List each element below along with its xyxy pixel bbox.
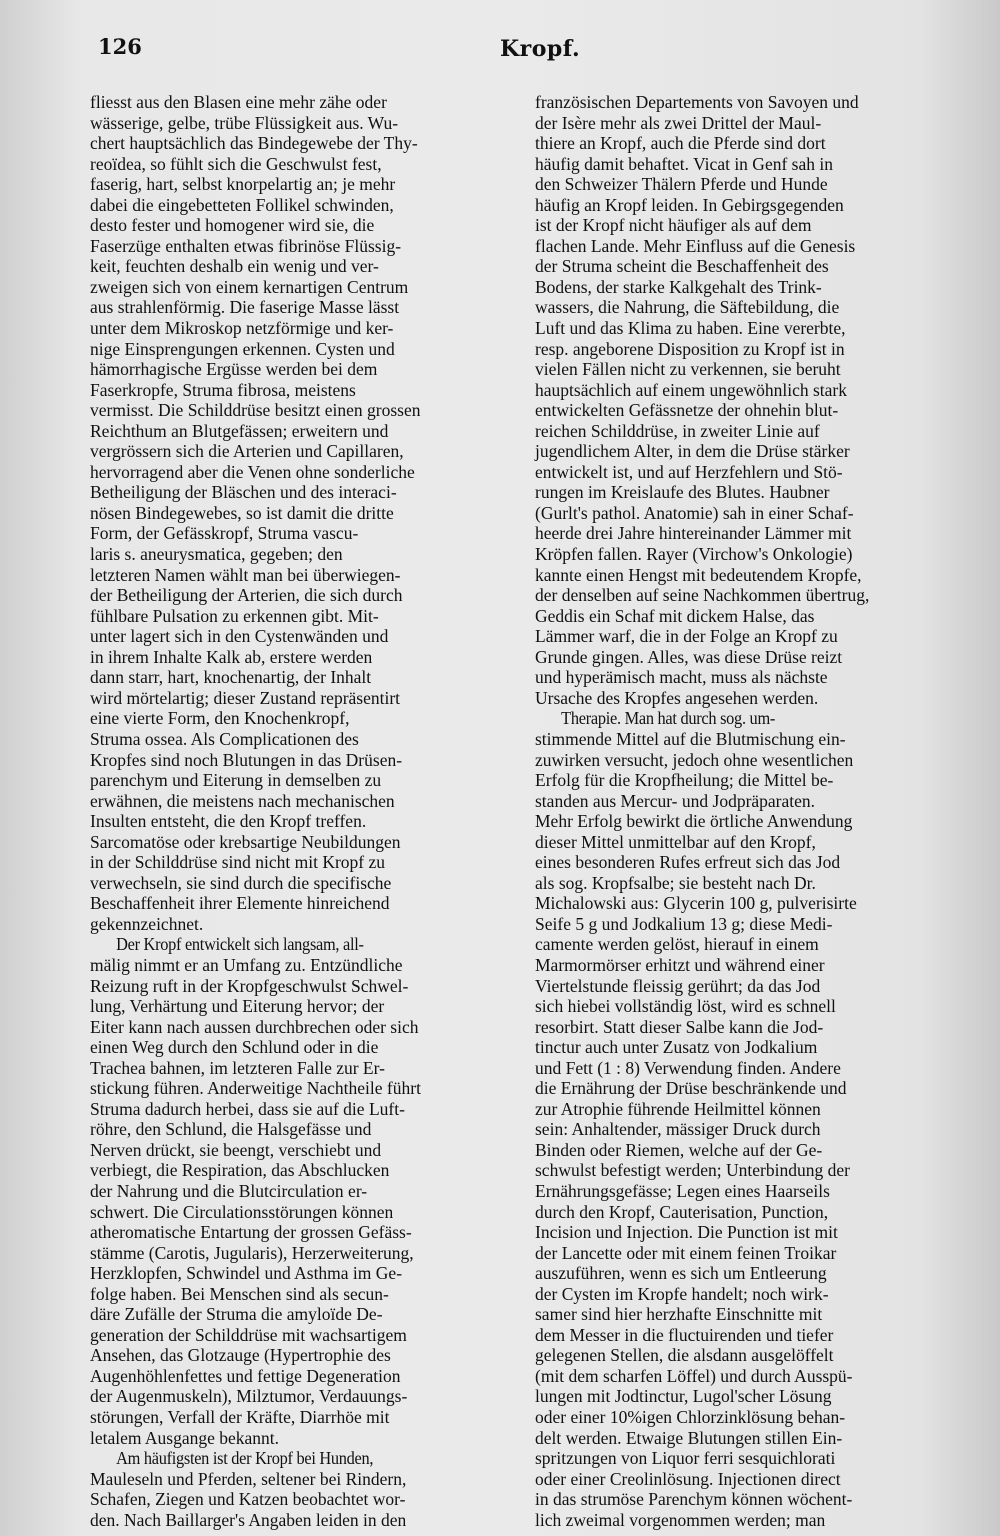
text-line: französischen Departements von Savoyen und — [535, 92, 859, 112]
text-line: der Struma scheint die Beschaffenheit des — [535, 256, 829, 277]
text-line: tinctur auch unter Zusatz von Jodkalium — [535, 1037, 818, 1058]
text-line: röhre, den Schlund, die Halsgefässe und — [90, 1119, 372, 1140]
text-line: kannte einen Hengst mit bedeutendem Kropfe, — [535, 564, 862, 585]
text-line: der Lancette oder mit einem feinen Troikar — [535, 1242, 837, 1263]
text-line: (mit dem scharfen Löffel) und durch Ausspü- — [535, 1365, 853, 1386]
text-line: der Betheiligung der Arterien, die sich durch — [90, 585, 403, 606]
text-line: standen aus Mercur- und Jodpräparaten. — [535, 790, 816, 811]
text-line: Struma ossea. Als Complicationen des — [90, 728, 359, 749]
text-line: zuwirken versucht, jedoch ohne wesentlichen — [535, 749, 854, 770]
text-line: laris s. aneurysmatica, gegeben; den — [90, 544, 343, 565]
text-line: resp. angeborene Disposition zu Kropf ist in — [535, 338, 845, 359]
text-line: Grunde gingen. Alles, was diese Drüse reizt — [535, 646, 843, 667]
text-line: faserig, hart, selbst knorpelartig an; je mehr — [90, 174, 396, 195]
text-line: in der Schilddrüse sind nicht mit Kropf zu — [90, 852, 386, 873]
text-line: stimmende Mittel auf die Blutmischung ein- — [535, 728, 846, 749]
text-line: Reizung ruft in der Kropfgeschwulst Schwel- — [90, 975, 409, 996]
text-line: vergrössern sich die Arterien und Capillaren, — [90, 441, 404, 462]
text-line: Am häufigsten ist der Kropf bei Hunden, — [116, 1448, 374, 1469]
text-line: Ernährungsgefässe; Legen eines Haarseils — [535, 1180, 830, 1201]
text-line: hervorragend aber die Venen ohne sonderliche — [90, 461, 415, 482]
text-line: samer sind hier herzhafte Einschnitte mit — [535, 1304, 823, 1325]
text-line: aus strahlenförmig. Die faserige Masse lässt — [90, 297, 400, 318]
text-line: (Gurlt's pathol. Anatomie) sah in einer Schaf- — [535, 502, 854, 523]
text-line: häufig an Kropf leiden. In Gebirgsgegenden — [535, 194, 844, 215]
text-line: verbiegt, die Respiration, das Abschlucken — [90, 1160, 390, 1181]
text-line: der Nahrung und die Blutcirculation er- — [90, 1180, 368, 1201]
text-line: Ursache des Kropfes angesehen werden. — [535, 687, 819, 708]
text-line: Form, der Gefässkropf, Struma vascu- — [90, 523, 359, 544]
text-line: desto fester und homogener wird sie, die — [90, 215, 375, 236]
text-line: als sog. Kropfsalbe; sie besteht nach Dr. — [535, 872, 816, 893]
text-line: Betheiligung der Bläschen und des interaci- — [90, 482, 397, 503]
text-line: keit, feuchten deshalb ein wenig und ver- — [90, 256, 379, 277]
text-line: Marmormörser erhitzt und während einer — [535, 954, 825, 975]
left-column — [90, 92, 510, 1530]
text-line: wässerige, gelbe, trübe Flüssigkeit aus. Wu- — [90, 112, 399, 133]
text-line: zur Atrophie führende Heilmittel können — [535, 1098, 821, 1119]
text-line: stickung führen. Anderweitige Nachtheile führt — [90, 1078, 421, 1099]
text-line: Struma dadurch herbei, dass sie auf die Luft- — [90, 1098, 405, 1119]
text-line: rungen im Kreislaufe des Blutes. Haubner — [535, 482, 830, 503]
text-line: oder einer 10%igen Chlorzinklösung behan- — [535, 1407, 846, 1427]
text-line: unter lagert sich in den Cystenwänden und — [90, 626, 389, 647]
text-line: däre Zufälle der Struma die amyloïde De- — [90, 1304, 383, 1325]
text-line: thiere an Kropf, auch die Pferde sind dort — [535, 133, 826, 154]
text-line: Eiter kann nach aussen durchbrechen oder sich — [90, 1016, 419, 1037]
text-line: spritzungen von Liquor ferri sesquichlorati — [535, 1448, 836, 1469]
text-line: lungen mit Jodtinctur, Lugol'scher Lösung — [535, 1386, 832, 1407]
text-line: oder einer Creolinlösung. Injectionen direct — [535, 1468, 841, 1489]
text-line: lich zweimal vorgenommen werden; man — [535, 1509, 826, 1530]
text-line: Beschaffenheit ihrer Elemente hinreichend — [90, 893, 390, 914]
text-line: zweigen sich von einem kernartigen Centrum — [90, 276, 409, 297]
text-line: einen Weg durch den Schlund oder in die — [90, 1037, 379, 1058]
text-line: der denselben auf seine Nachkommen übertrug, — [535, 585, 870, 606]
text-line: Herzklopfen, Schwindel und Asthma im Ge- — [90, 1263, 403, 1284]
text-line: letzteren Namen wählt man bei überwiegen- — [90, 564, 401, 585]
text-line: erwähnen, die meistens nach mechanischen — [90, 790, 395, 811]
text-line: und Fett (1 : 8) Verwendung finden. Andere — [535, 1057, 841, 1078]
right-column — [535, 92, 962, 1530]
text-line: jugendlichem Alter, in dem die Drüse stärker — [535, 441, 850, 462]
text-line: der Isère mehr als zwei Drittel der Maul- — [535, 112, 822, 133]
text-line: den. Nach Baillarger's Angaben leiden in den — [90, 1509, 407, 1530]
text-line: delt werden. Etwaige Blutungen stillen Ein- — [535, 1427, 843, 1448]
text-line: häufig damit behaftet. Vicat in Genf sah in — [535, 153, 833, 174]
text-line: heerde drei Jahre hintereinander Lämmer mit — [535, 523, 852, 544]
text-line: Lämmer warf, die in der Folge an Kropf zu — [535, 626, 838, 647]
text-line: dem Messer in die fluctuirenden und tiefer — [535, 1324, 834, 1345]
text-line: hämorrhagische Ergüsse werden bei dem — [90, 359, 378, 380]
text-line: verwechseln, sie sind durch die specifische — [90, 872, 392, 893]
text-line: schwulst befestigt werden; Unterbindung der — [535, 1160, 850, 1181]
text-line: reichen Schilddrüse, in zweiter Linie auf — [535, 420, 820, 441]
text-line: Augenhöhlenfettes und fettige Degeneration — [90, 1365, 401, 1386]
text-line: nige Einsprengungen erkennen. Cysten und — [90, 338, 395, 359]
text-line: Geddis ein Schaf mit dickem Halse, das — [535, 605, 815, 626]
text-line: in das strumöse Parenchym können wöchent- — [535, 1489, 853, 1510]
text-line: camente werden gelöst, hierauf in einem — [535, 934, 819, 955]
text-line: mälig nimmt er an Umfang zu. Entzündliche — [90, 954, 403, 975]
text-line: der Augenmuskeln), Milztumor, Verdauungs- — [90, 1386, 408, 1407]
text-line: Therapie. Man hat durch sog. um- — [561, 708, 776, 729]
page-number: 126 — [98, 34, 142, 59]
text-line: fühlbare Pulsation zu erkennen gibt. Mit- — [90, 605, 379, 626]
text-line: entwickelt ist, und auf Herzfehlern und Stö- — [535, 461, 843, 482]
text-line: hauptsächlich auf einem ungewöhnlich stark — [535, 379, 847, 400]
text-line: schwert. Die Circulationsstörungen können — [90, 1201, 394, 1222]
text-line: eine vierte Form, den Knochenkropf, — [90, 708, 350, 729]
text-line: Trachea bahnen, im letzteren Falle zur Er- — [90, 1057, 385, 1078]
text-line: wird mörtelartig; dieser Zustand repräsentirt — [90, 687, 401, 708]
text-line: Schafen, Ziegen und Katzen beobachtet wor- — [90, 1489, 406, 1510]
text-line: Luft und das Klima zu haben. Eine vererbte, — [535, 318, 846, 339]
text-line: Erfolg für die Kropfheilung; die Mittel be- — [535, 770, 834, 791]
text-line: fliesst aus den Blasen eine mehr zähe oder — [90, 92, 387, 112]
text-line: unter dem Mikroskop netzförmige und ker- — [90, 318, 394, 339]
text-line: Kröpfen fallen. Rayer (Virchow's Onkologie) — [535, 544, 853, 565]
text-line: lung, Verhärtung und Eiterung hervor; der — [90, 996, 385, 1017]
text-line: störungen, Verfall der Kräfte, Diarrhöe mit — [90, 1407, 390, 1427]
text-line: auszuführen, wenn es sich um Entleerung — [535, 1263, 827, 1284]
text-line: nösen Bindegewebes, so ist damit die dritte — [90, 502, 394, 523]
text-line: Sarcomatöse oder krebsartige Neubildungen — [90, 831, 401, 852]
text-line: Reichthum an Blutgefässen; erweitern und — [90, 420, 389, 441]
text-line: reoïdea, so fühlt sich die Geschwulst fest, — [90, 153, 382, 174]
text-line: Binden oder Riemen, welche auf der Ge- — [535, 1139, 823, 1160]
text-line: sich hiebei vollständig löst, wird es schnell — [535, 996, 836, 1017]
text-line: gelegenen Stellen, die alsdann ausgelöffelt — [535, 1345, 834, 1366]
text-line: letalem Ausgange bekannt. — [90, 1427, 280, 1448]
text-line: entwickelten Gefässnetze der ohnehin blut- — [535, 400, 839, 421]
text-line: atheromatische Entartung der grossen Gefäss- — [90, 1222, 412, 1243]
text-line: Nerven drückt, sie beengt, verschiebt und — [90, 1139, 382, 1160]
text-line: stämme (Carotis, Jugularis), Herzerweiterung, — [90, 1242, 414, 1263]
text-line: Seife 5 g und Jodkalium 13 g; diese Medi- — [535, 913, 833, 934]
text-line: Incision und Injection. Die Punction ist mit — [535, 1222, 838, 1243]
text-line: Faserkropfe, Struma fibrosa, meistens — [90, 379, 356, 400]
text-line: Kropfes sind noch Blutungen in das Drüsen- — [90, 749, 403, 770]
text-line: der Cysten im Kropfe handelt; noch wirk- — [535, 1283, 829, 1304]
text-line: in ihrem Inhalte Kalk ab, erstere werden — [90, 646, 373, 667]
text-line: generation der Schilddrüse mit wachsartigem — [90, 1324, 407, 1345]
text-line: durch den Kropf, Cauterisation, Punction, — [535, 1201, 829, 1222]
text-line: die Ernährung der Drüse beschränkende und — [535, 1078, 847, 1099]
text-line: chert hauptsächlich das Bindegewebe der Thy- — [90, 133, 418, 154]
text-line: dieser Mittel unmittelbar auf den Kropf, — [535, 831, 816, 852]
text-line: resorbirt. Statt dieser Salbe kann die Jod- — [535, 1016, 824, 1037]
text-line: vielen Fällen nicht zu verkennen, sie beruht — [535, 359, 841, 380]
text-line: vermisst. Die Schilddrüse besitzt einen grossen — [90, 400, 421, 421]
text-line: flachen Lande. Mehr Einfluss auf die Genesis — [535, 235, 856, 256]
running-head: Kropf. — [500, 36, 581, 62]
text-line: den Schweizer Thälern Pferde und Hunde — [535, 174, 828, 195]
text-line: und hyperämisch macht, muss als nächste — [535, 667, 828, 688]
text-line: Bodens, der starke Kalkgehalt des Trink- — [535, 276, 822, 297]
text-line: dann starr, hart, knochenartig, der Inhalt — [90, 667, 372, 688]
text-line: Der Kropf entwickelt sich langsam, all- — [116, 934, 364, 955]
text-line: Faserzüge enthalten etwas fibrinöse Flüssig- — [90, 235, 402, 256]
text-line: parenchym und Eiterung in demselben zu — [90, 770, 382, 791]
text-line: Mauleseln und Pferden, seltener bei Rindern, — [90, 1468, 407, 1489]
text-line: ist der Kropf nicht häufiger als auf dem — [535, 215, 812, 236]
text-line: dabei die eingebetteten Follikel schwinden, — [90, 194, 394, 215]
text-line: Viertelstunde fleissig gerührt; da das Jod — [535, 975, 821, 996]
text-line: gekennzeichnet. — [90, 913, 204, 934]
text-line: Ansehen, das Glotzauge (Hypertrophie des — [90, 1345, 391, 1366]
text-line: Insulten entsteht, die den Kropf treffen. — [90, 811, 367, 832]
text-line: Michalowski aus: Glycerin 100 g, pulverisirte — [535, 893, 857, 914]
text-line: Mehr Erfolg bewirkt die örtliche Anwendung — [535, 811, 853, 832]
text-line: eines besonderen Rufes erfreut sich das Jod — [535, 852, 841, 873]
text-line: wassers, die Nahrung, die Säftebildung, die — [535, 297, 840, 318]
text-line: sein: Anhaltender, mässiger Druck durch — [535, 1119, 821, 1140]
text-line: folge haben. Bei Menschen sind als secun- — [90, 1283, 389, 1304]
